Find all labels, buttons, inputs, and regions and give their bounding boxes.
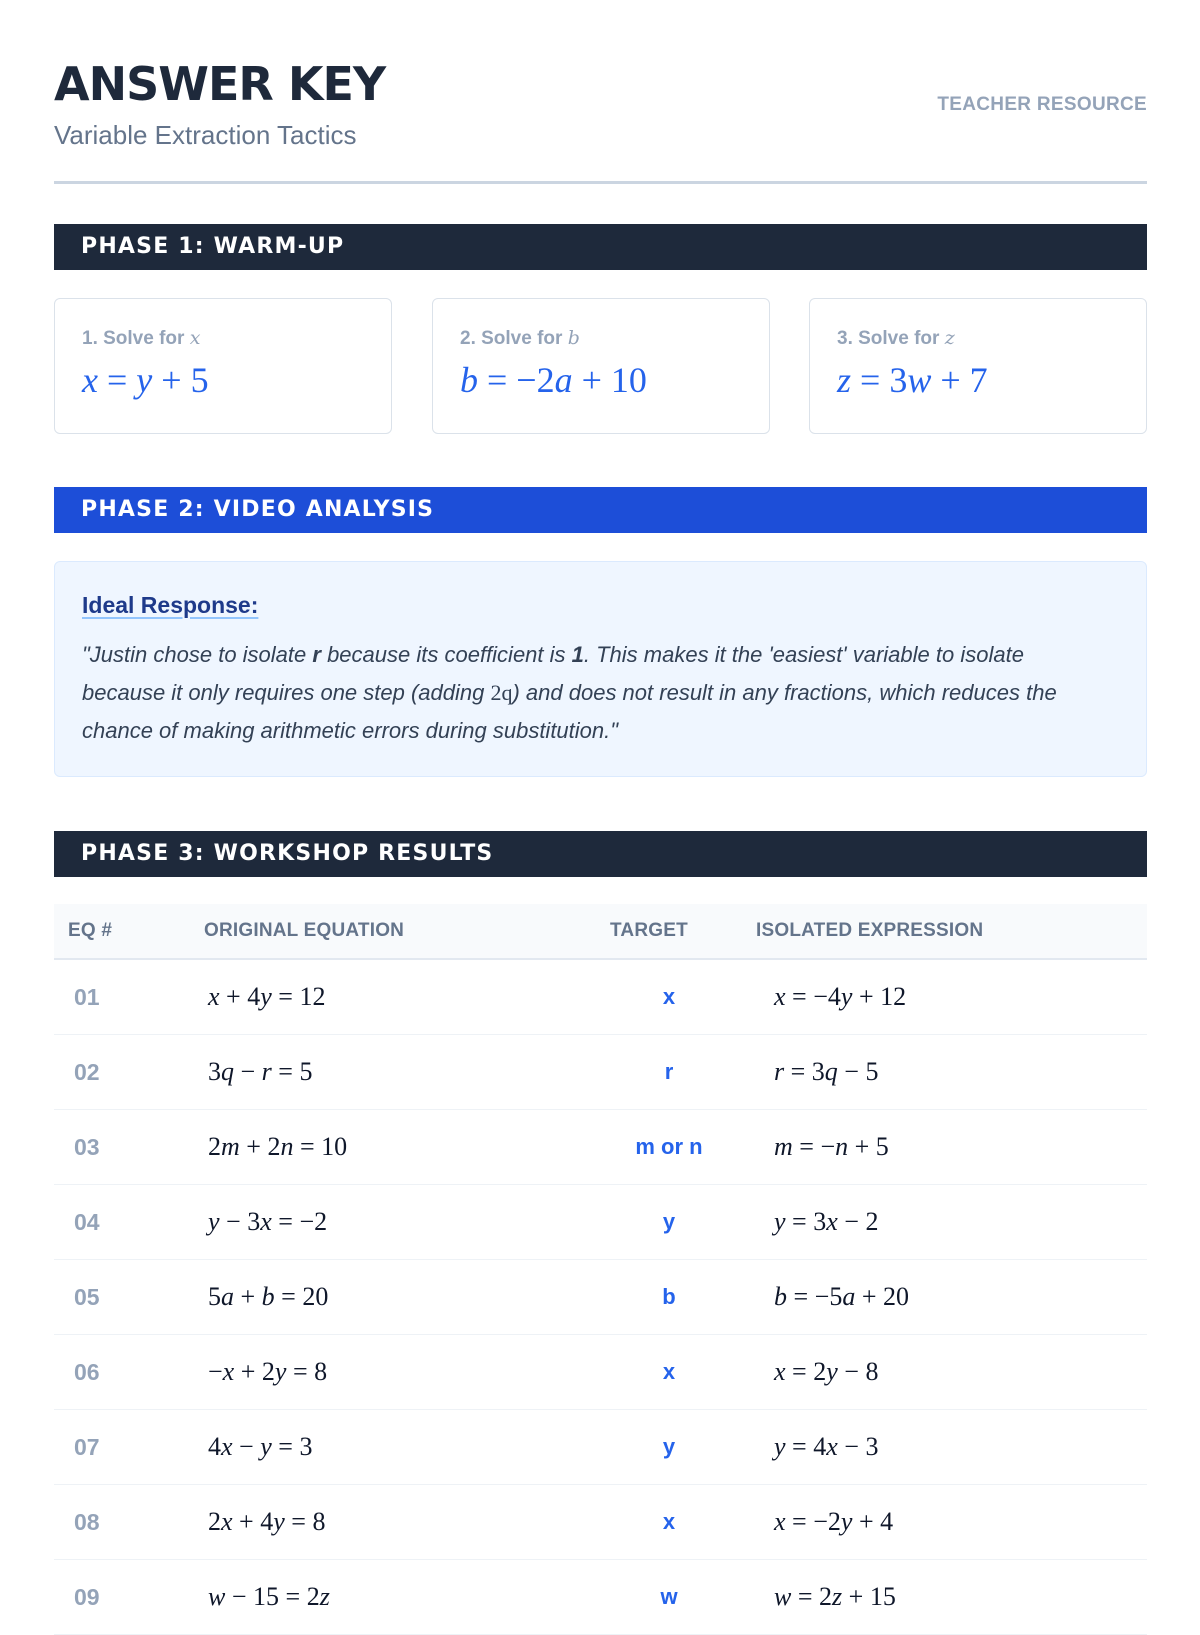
table-row xyxy=(54,1560,1147,1635)
target-variable-cell: y xyxy=(596,1185,742,1260)
target-variable-cell: r xyxy=(596,1035,742,1110)
isolated-expression-cell: x = −2y + 4 xyxy=(742,1485,1147,1560)
isolated-expression-cell: m = −n + 5 xyxy=(742,1110,1147,1185)
table-row xyxy=(54,1110,1147,1185)
phase2-banner: PHASE 2: VIDEO ANALYSIS xyxy=(54,487,1147,533)
isolated-expression-cell: y = 4x − 3 xyxy=(742,1410,1147,1485)
table-body xyxy=(54,959,1147,1635)
card-variable: x xyxy=(189,327,201,349)
isolated-expression-cell: x = 2y − 8 xyxy=(742,1335,1147,1410)
isolated-expression-cell: b = −5a + 20 xyxy=(742,1260,1147,1335)
card-equation: b = −2a + 10 xyxy=(460,360,647,400)
workshop-results-table xyxy=(54,904,1147,1635)
column-header-eq-num: EQ # xyxy=(68,920,113,941)
card-equation: z = 3w + 7 xyxy=(837,360,988,400)
target-variable-cell: y xyxy=(596,1410,742,1485)
ideal-response-text: "Justin chose to isolate r because its coefficient is 1. This makes it the 'easiest' variable to isolate because it only requires one step (adding 2q) and does not result in any fractions, which reduces the chance of making arithmetic errors during substitution." xyxy=(82,642,1057,743)
target-variable-cell: x xyxy=(596,1335,742,1410)
warmup-card-1 xyxy=(54,298,392,434)
teacher-resource-tag: TEACHER RESOURCE xyxy=(937,94,1147,115)
page-title: ANSWER KEY xyxy=(54,57,386,111)
ideal-response-box xyxy=(54,561,1147,777)
eq-number-cell: 04 xyxy=(54,1185,190,1260)
eq-number-cell: 02 xyxy=(54,1035,190,1110)
page-subtitle: Variable Extraction Tactics xyxy=(54,120,357,150)
target-variable-cell: m or n xyxy=(596,1110,742,1185)
table-row xyxy=(54,1185,1147,1260)
original-equation-cell: −x + 2y = 8 xyxy=(190,1335,596,1410)
card-label: 1. Solve for x xyxy=(82,327,201,349)
warmup-card-2 xyxy=(432,298,770,434)
ideal-response-label: Ideal Response: xyxy=(82,592,259,618)
table-row xyxy=(54,959,1147,1035)
original-equation-cell: x + 4y = 12 xyxy=(190,959,596,1035)
table-header-row xyxy=(54,904,1147,959)
eq-number-cell: 01 xyxy=(54,959,190,1035)
original-equation-cell: 2m + 2n = 10 xyxy=(190,1110,596,1185)
target-variable-cell: x xyxy=(596,959,742,1035)
table-row xyxy=(54,1410,1147,1485)
table-row xyxy=(54,1485,1147,1560)
isolated-expression-cell: y = 3x − 2 xyxy=(742,1185,1147,1260)
isolated-expression-cell: x = −4y + 12 xyxy=(742,959,1147,1035)
table-row xyxy=(54,1035,1147,1110)
eq-number-cell: 09 xyxy=(54,1560,190,1635)
table-row xyxy=(54,1335,1147,1410)
column-header-target: TARGET xyxy=(610,920,688,941)
column-header-isolated: ISOLATED EXPRESSION xyxy=(756,920,984,941)
warmup-card-3 xyxy=(809,298,1147,434)
card-label: 3. Solve for z xyxy=(837,327,955,349)
target-variable-cell: w xyxy=(596,1560,742,1635)
answer-key-page xyxy=(54,0,1147,1611)
phase1-banner: PHASE 1: WARM-UP xyxy=(54,224,1147,270)
warmup-cards xyxy=(54,298,1147,434)
original-equation-cell: 2x + 4y = 8 xyxy=(190,1485,596,1560)
table-row xyxy=(54,1260,1147,1335)
card-variable: z xyxy=(944,327,955,349)
card-label: 2. Solve for b xyxy=(460,327,580,349)
original-equation-cell: 5a + b = 20 xyxy=(190,1260,596,1335)
target-variable-cell: x xyxy=(596,1485,742,1560)
eq-number-cell: 07 xyxy=(54,1410,190,1485)
eq-number-cell: 03 xyxy=(54,1110,190,1185)
original-equation-cell: w − 15 = 2z xyxy=(190,1560,596,1635)
original-equation-cell: y − 3x = −2 xyxy=(190,1185,596,1260)
column-header-original: ORIGINAL EQUATION xyxy=(204,920,405,941)
header xyxy=(54,0,1147,184)
original-equation-cell: 4x − y = 3 xyxy=(190,1410,596,1485)
eq-number-cell: 08 xyxy=(54,1485,190,1560)
target-variable-cell: b xyxy=(596,1260,742,1335)
eq-number-cell: 06 xyxy=(54,1335,190,1410)
card-equation: x = y + 5 xyxy=(82,360,209,400)
original-equation-cell: 3q − r = 5 xyxy=(190,1035,596,1110)
phase3-banner: PHASE 3: WORKSHOP RESULTS xyxy=(54,831,1147,877)
card-variable: b xyxy=(567,327,580,349)
isolated-expression-cell: r = 3q − 5 xyxy=(742,1035,1147,1110)
isolated-expression-cell: w = 2z + 15 xyxy=(742,1560,1147,1635)
eq-number-cell: 05 xyxy=(54,1260,190,1335)
